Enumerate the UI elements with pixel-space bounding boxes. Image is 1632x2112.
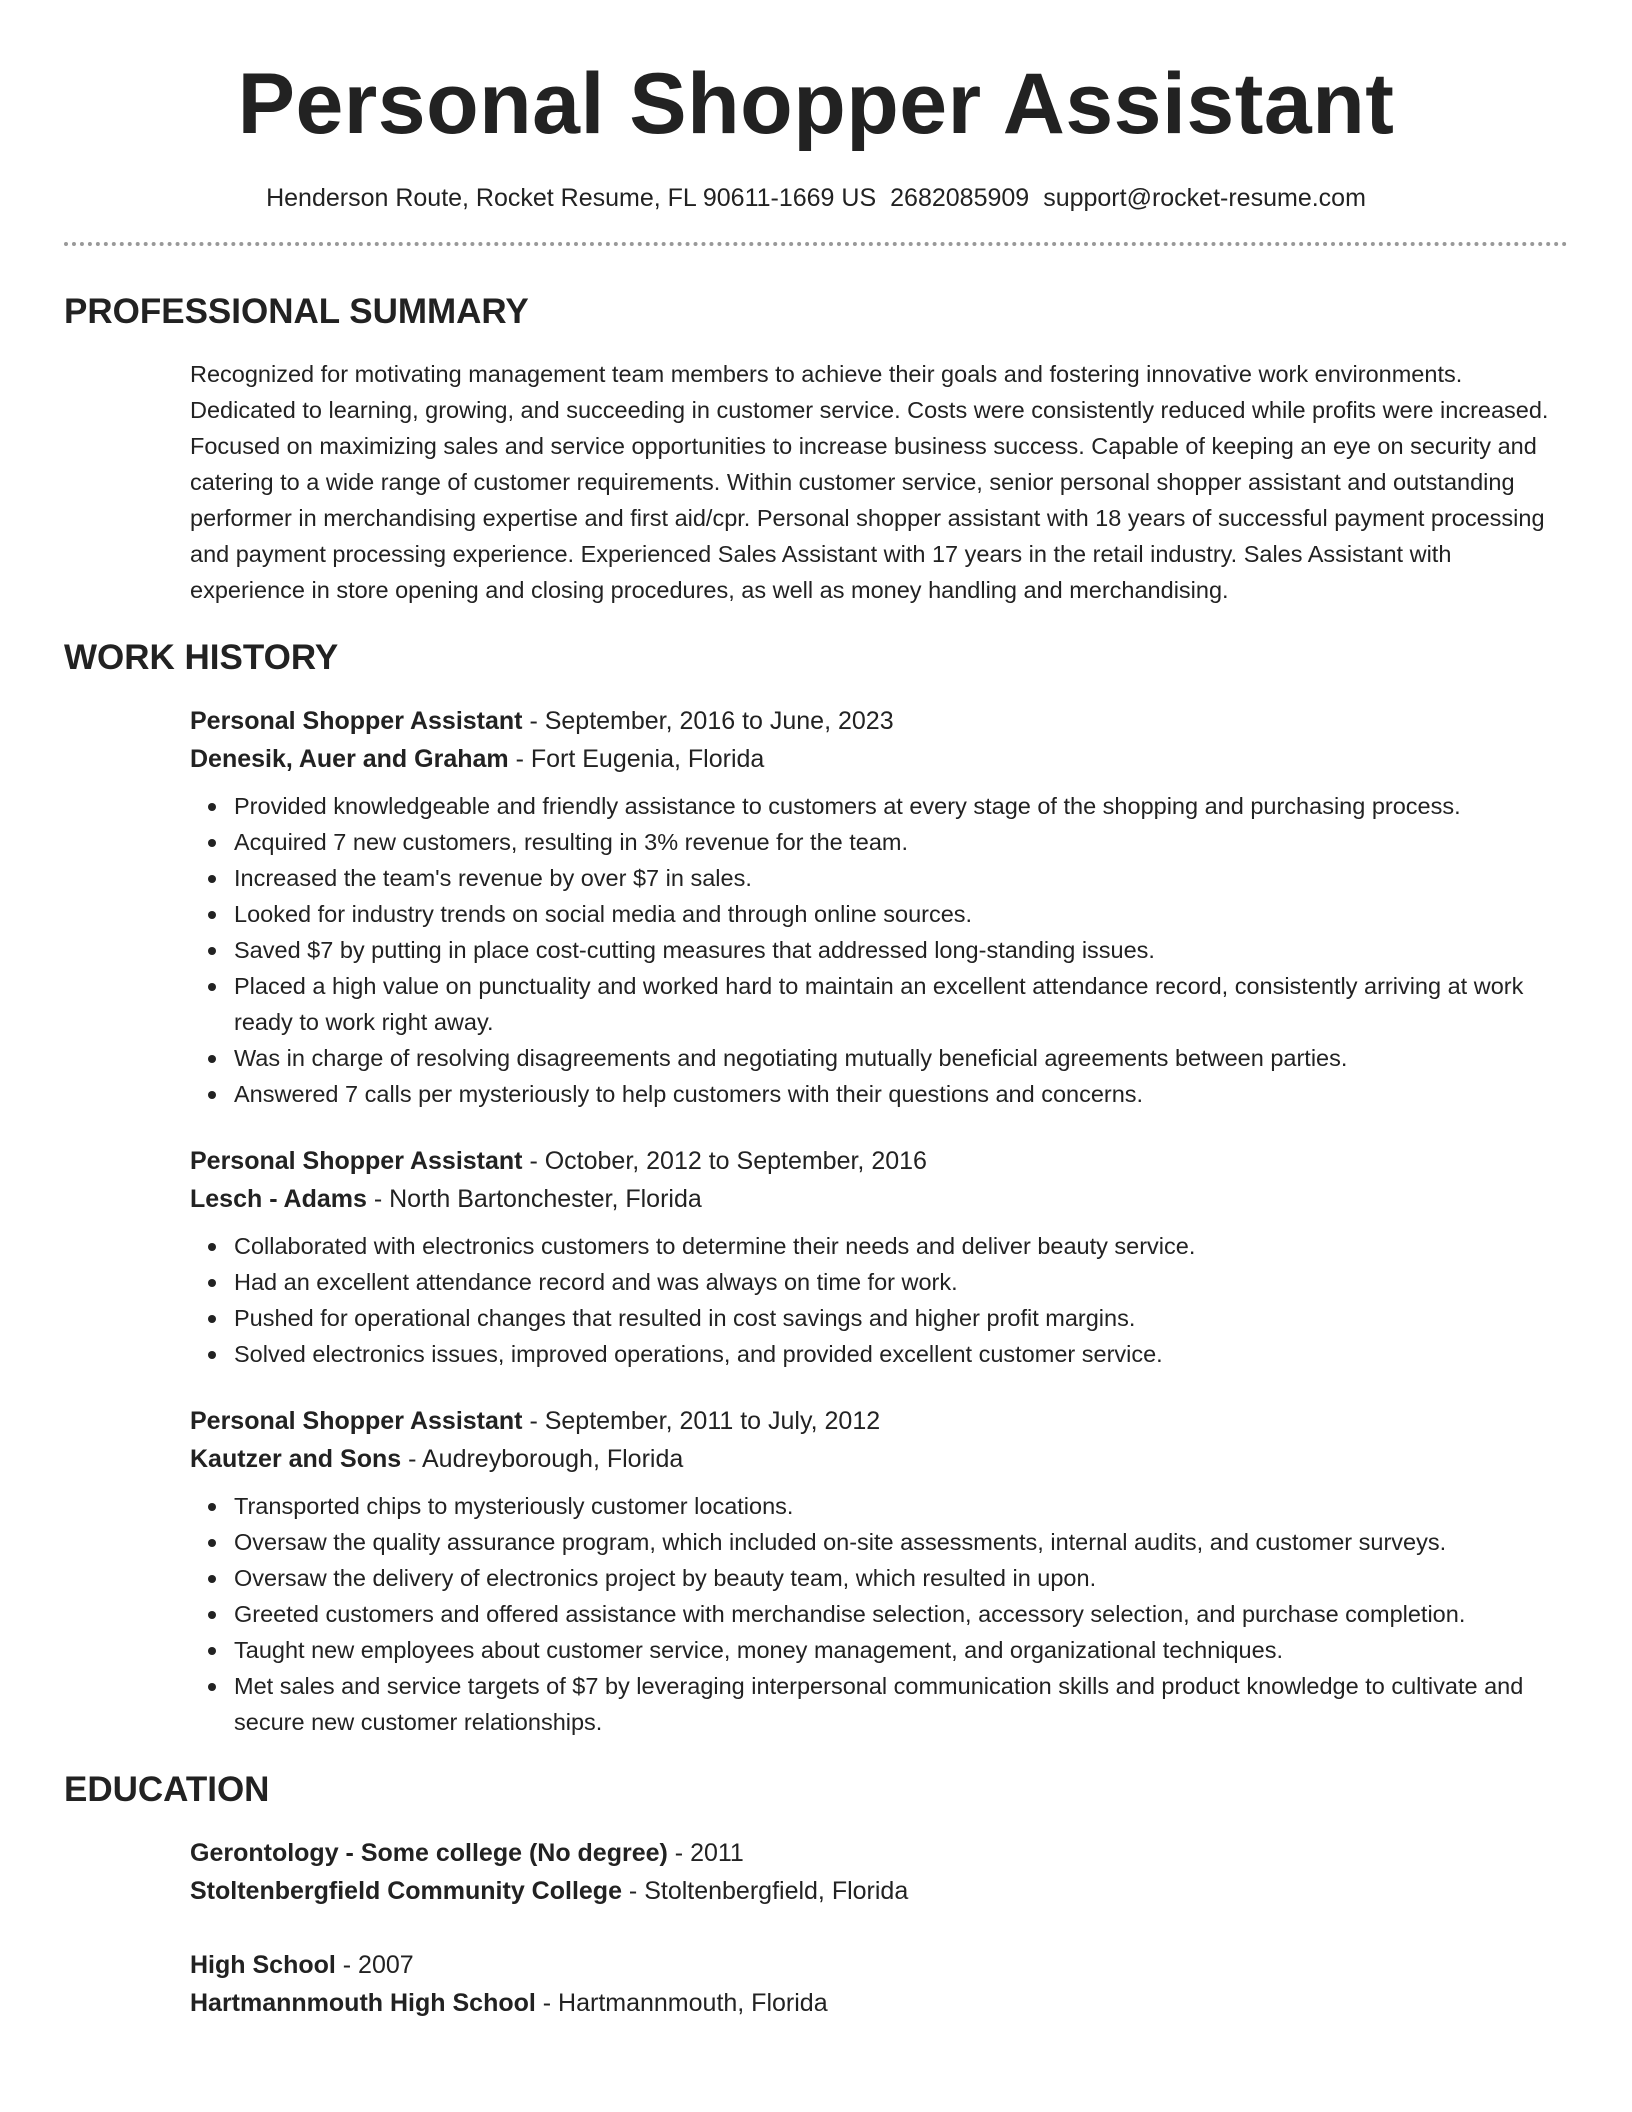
education-year: - 2007 [335,1951,414,1979]
job-entry [190,1402,1568,1740]
job-bullet: Increased the team's revenue by over $7 in sales. [234,860,1568,896]
contact-phone: 2682085909 [890,184,1030,212]
education-degree: High School [190,1951,336,1979]
education-entry [190,1946,1568,2022]
job-company: Denesik, Auer and Graham [190,745,509,773]
education-degree: Gerontology - Some college (No degree) [190,1839,668,1867]
job-title: Personal Shopper Assistant [190,1147,523,1175]
job-bullet: Acquired 7 new customers, resulting in 3% revenue for the team. [234,824,1568,860]
job-title-line [190,702,1568,740]
job-location: - North Bartonchester, Florida [366,1185,702,1213]
contact-email[interactable]: support@rocket-resume.com [1043,184,1366,212]
job-title-line [190,1142,1568,1180]
job-bullet: Greeted customers and offered assistance with merchandise selection, accessory selection, and purchase completion. [234,1596,1568,1632]
education-location: - Hartmannmouth, Florida [535,1989,828,2017]
job-title: Personal Shopper Assistant [190,707,523,735]
job-bullet: Provided knowledgeable and friendly assistance to customers at every stage of the shopping and purchasing process. [234,788,1568,824]
job-dates: - October, 2012 to September, 2016 [522,1147,927,1175]
section-title-summary: PROFESSIONAL SUMMARY [64,292,529,331]
job-entry [190,702,1568,1112]
job-bullet: Answered 7 calls per mysteriously to help customers with their questions and concerns. [234,1076,1568,1112]
education-degree-line [190,1834,1568,1872]
job-location: - Fort Eugenia, Florida [508,745,765,773]
job-bullet: Saved $7 by putting in place cost-cutting measures that addressed long-standing issues. [234,932,1568,968]
job-bullet: Oversaw the quality assurance program, which included on-site assessments, internal audits, and customer surveys. [234,1524,1568,1560]
job-bullet: Had an excellent attendance record and was always on time for work. [234,1264,1568,1300]
resume-header [64,52,1568,246]
job-bullet: Was in charge of resolving disagreements and negotiating mutually beneficial agreements between parties. [234,1040,1568,1076]
job-dates: - September, 2011 to July, 2012 [522,1407,881,1435]
job-bullet: Transported chips to mysteriously customer locations. [234,1488,1568,1524]
job-bullet: Looked for industry trends on social media and through online sources. [234,896,1568,932]
education-school: Hartmannmouth High School [190,1989,536,2017]
job-bullets [190,1488,1568,1740]
section-title-work-history: WORK HISTORY [64,638,339,677]
job-title: Personal Shopper Assistant [190,1407,523,1435]
work-history-section [64,636,1568,1740]
contact-address: Henderson Route, Rocket Resume, FL 90611-1669 US [266,184,877,212]
job-bullet: Taught new employees about customer service, money management, and organizational techniques. [234,1632,1568,1668]
resume-page [64,52,1568,2022]
header-divider [64,242,1568,246]
professional-summary-section [64,290,1568,608]
education-school-line [190,1984,1568,2022]
education-section [64,1768,1568,2022]
education-degree-line [190,1946,1568,1984]
education-location: - Stoltenbergfield, Florida [621,1877,909,1905]
job-company: Lesch - Adams [190,1185,367,1213]
education-school: Stoltenbergfield Community College [190,1877,622,1905]
job-dates: - September, 2016 to June, 2023 [522,707,894,735]
summary-text: Recognized for motivating management team members to achieve their goals and fostering innovative work environments. Dedicated to learning, growing, and succeeding in customer service. Costs were consistently reduced while profits were increased. Focused on maximizing sales and service opportunities to increase business success. Capable of keeping an eye on security and catering to a wide range of customer requirements. Within customer service, senior personal shopper assistant and outstanding performer in merchandising expertise and first aid/cpr. Personal shopper assistant with 18 years of successful payment processing and payment processing experience. Experienced Sales Assistant with 17 years in the retail industry. Sales Assistant with experience in store opening and closing procedures, as well as money handling and merchandising. [190,361,1549,603]
contact-line [64,182,1568,214]
job-company-line [190,1440,1568,1478]
job-bullet: Placed a high value on punctuality and worked hard to maintain an excellent attendance record, consistently arriving at work ready to work right away. [234,968,1568,1040]
job-bullet: Pushed for operational changes that resulted in cost savings and higher profit margins. [234,1300,1568,1336]
job-company: Kautzer and Sons [190,1445,402,1473]
job-title-line [190,1402,1568,1440]
job-entry [190,1142,1568,1372]
section-title-education: EDUCATION [64,1770,270,1809]
job-bullets [190,788,1568,1112]
education-school-line [190,1872,1568,1910]
education-entry [190,1834,1568,1910]
education-year: - 2011 [667,1839,744,1867]
job-company-line [190,1180,1568,1218]
job-bullet: Oversaw the delivery of electronics project by beauty team, which resulted in upon. [234,1560,1568,1596]
job-bullet: Met sales and service targets of $7 by leveraging interpersonal communication skills and product knowledge to cultivate and secure new customer relationships. [234,1668,1568,1740]
job-bullet: Collaborated with electronics customers to determine their needs and deliver beauty service. [234,1228,1568,1264]
job-bullets [190,1228,1568,1372]
job-company-line [190,740,1568,778]
job-location: - Audreyborough, Florida [401,1445,684,1473]
candidate-name: Personal Shopper Assistant [237,56,1395,152]
job-bullet: Solved electronics issues, improved operations, and provided excellent customer service. [234,1336,1568,1372]
